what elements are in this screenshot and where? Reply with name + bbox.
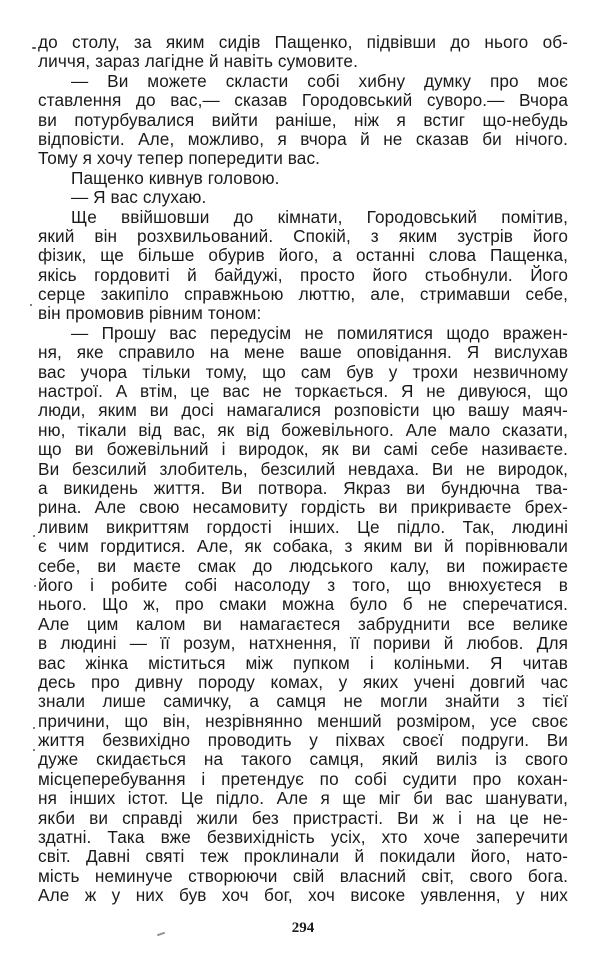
print-dot	[34, 585, 36, 587]
text-line: Але ж у них був хоч бог, хоч високе уявлення, у них	[38, 885, 568, 906]
text-line: його і робите собі насолоду з того, що внюхуєтеся в	[38, 574, 568, 595]
print-dot	[33, 727, 35, 729]
text-line: настрої. А втім, це вас не торкається. Я не дивуюся, що	[38, 381, 568, 402]
text-line: ня інших істот. Це підло. Але я ще міг би вас шанувати,	[38, 788, 568, 809]
text-line: здатні. Така вже безвихідність усіх, хто хоче заперечити	[38, 827, 568, 848]
print-dot	[33, 535, 35, 537]
text-line: вас учора тільки тому, що сам був у трохи незвичному	[38, 361, 568, 382]
text-line: себе, ви маєте смак до людського калу, ви пожираєте	[38, 555, 568, 576]
print-dot	[32, 47, 36, 49]
text-line: ставлення до вас,— сказав Городовський суворо.— Вчора	[38, 90, 568, 111]
text-line: люди, яким ви досі намагалися розповісти цю вашу маяч-	[38, 400, 568, 421]
text-line: Ви безсилий злобитель, безсилий невдаха. Ви не виродок,	[38, 458, 568, 479]
text-line: який він розхвильований. Спокій, з яким зустрів його	[38, 225, 568, 246]
text-line: — Ви можете скласти собі хибну думку про моє	[71, 70, 568, 91]
text-line: рина. Але свою несамовиту гордість ви прикриваєте брех-	[38, 497, 568, 518]
text-line: ви потурбувалися вийти раніше, ніж я встиг що-небудь	[38, 109, 568, 130]
text-line: фізик, ще більше обурив його, а останні слова Пащенка,	[38, 245, 568, 266]
text-line: ливим викриттям гордості інших. Це підло. Так, людині	[38, 516, 568, 537]
text-line: місцеперебування і претендує по собі судити про кохан-	[38, 768, 568, 789]
text-line: — Прошу вас передусім не помилятися щодо вражен-	[71, 322, 568, 343]
text-line: вас жінка міститься між пупком і коліньми. Я читав	[38, 652, 568, 673]
page-number: 294	[291, 920, 315, 936]
text-line: — Я вас слухаю.	[71, 187, 207, 208]
text-line: Але цим калом ви намагаєтеся забруднити все велике	[38, 613, 568, 634]
print-dot	[33, 749, 35, 751]
book-page-text	[38, 33, 568, 906]
text-line: Пащенко кивнув головою.	[71, 167, 280, 188]
text-line: ню, тікали від вас, як від божевільного. Але мало сказати,	[38, 419, 568, 440]
text-line: до столу, за яким сидів Пащенко, підвівши до нього об-	[38, 32, 568, 52]
text-line: світ. Давні святі теж проклинали й покидали його, нато-	[38, 846, 568, 867]
text-line: є чим гордитися. Але, як собака, з яким ви й порівнювали	[38, 536, 568, 557]
text-line: причини, що він, незрівнянно менший розміром, усе своє	[38, 710, 568, 731]
text-line: ня, яке справило на мене ваше оповідання. Я вислухав	[38, 342, 568, 363]
text-line: що ви божевільний і виродок, як ви самі себе називаєте.	[38, 439, 568, 460]
text-line: життя безвихідно проводить у піхвах своєї подруги. Ви	[38, 730, 568, 751]
text-line: якби ви справді жили без пристрасті. Ви ж і на це не-	[38, 807, 568, 828]
text-line: мість неминуче створюючи свій власний світ, свого бога.	[38, 865, 568, 886]
text-line: а викидень життя. Ви потвора. Якраз ви бундючна тва-	[38, 477, 568, 498]
print-dot	[30, 304, 32, 306]
text-line: нього. Що ж, про смаки можна було б не сперечатися.	[38, 594, 568, 615]
text-line: він промовив рівним тоном:	[38, 303, 262, 324]
text-line: відповісти. Але, можливо, я вчора й не сказав би нічого.	[38, 128, 568, 149]
text-line: десь про дивну породу комах, у яких учені довгий час	[38, 671, 568, 692]
text-line: серце закипіло справжньою люттю, але, стримавши себе,	[38, 284, 568, 305]
text-line: знали лише самичку, а самця не могли знайти з тієї	[38, 691, 568, 712]
text-line: дуже скидається на такого самця, який виліз із свого	[38, 749, 568, 770]
text-line: якісь гордовиті й байдужі, просто його стьобнули. Його	[38, 264, 568, 285]
text-line: Тому я хочу тепер попередити вас.	[38, 148, 321, 169]
text-line: в людині — її розум, натхнення, її пориви й любов. Для	[38, 633, 568, 654]
text-line: Ще ввійшовши до кімнати, Городовський помітив,	[71, 206, 568, 227]
text-line: личчя, зараз лагідне й навіть сумовите.	[38, 51, 358, 72]
